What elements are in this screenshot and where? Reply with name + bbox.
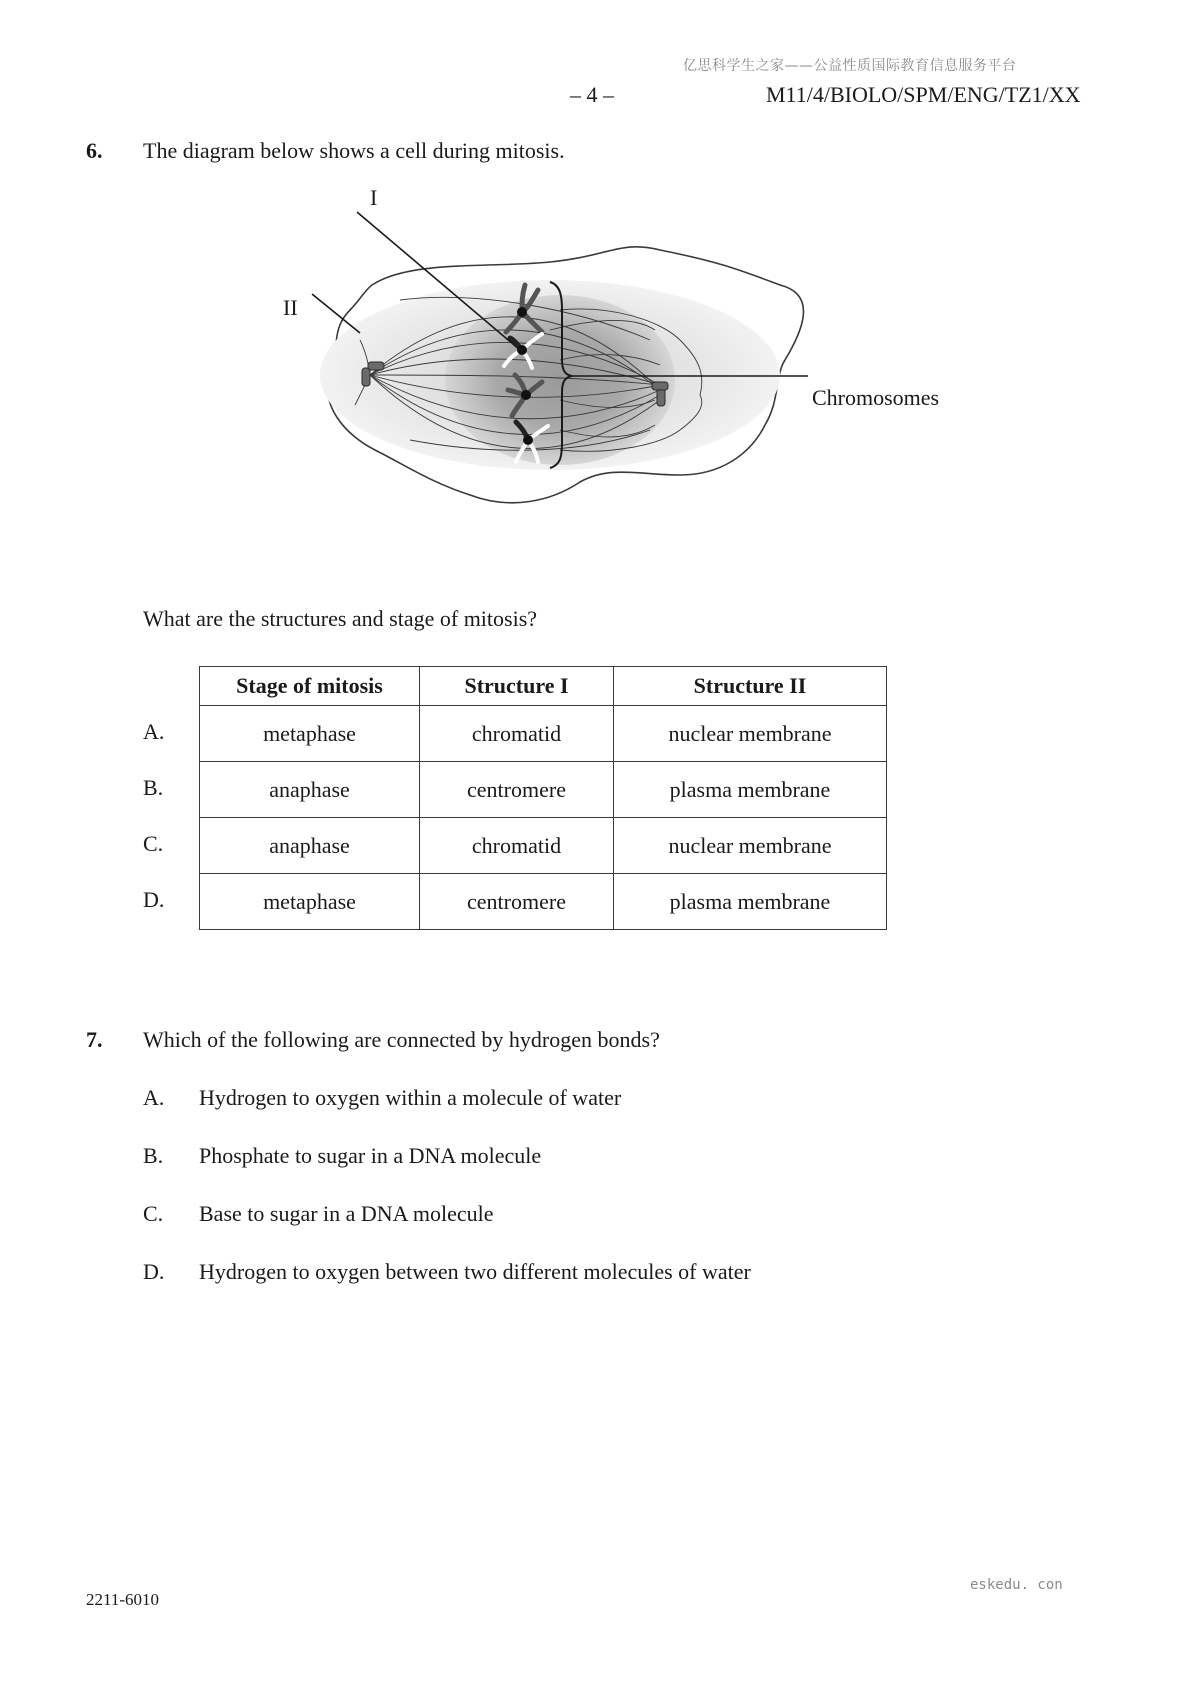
central-shading xyxy=(445,295,675,465)
table-cell: chromatid xyxy=(420,706,614,762)
table-cell: anaphase xyxy=(200,818,420,874)
table-cell: nuclear membrane xyxy=(614,818,887,874)
answer-table xyxy=(199,666,887,930)
footer-watermark: eskedu. con xyxy=(970,1577,1063,1593)
table-cell: plasma membrane xyxy=(614,762,887,818)
table-cell: plasma membrane xyxy=(614,874,887,930)
table-header-structure-ii: Structure II xyxy=(614,667,887,706)
mitosis-cell-illustration xyxy=(260,190,980,550)
table-row-letter-d: D. xyxy=(143,887,165,912)
question-6-number: 6. xyxy=(86,138,103,163)
footer-code: 2211-6010 xyxy=(86,1590,160,1609)
question-6-text: The diagram below shows a cell during mitosis. xyxy=(143,138,565,163)
table-row-letter-b: B. xyxy=(143,775,164,800)
label-ii: II xyxy=(283,295,298,320)
option-d-letter: D. xyxy=(143,1259,165,1284)
table-cell: centromere xyxy=(420,762,614,818)
table-row xyxy=(200,762,887,818)
table-row xyxy=(200,706,887,762)
page-number: – 4 – xyxy=(570,82,614,107)
table-row-letter-a: A. xyxy=(143,719,165,744)
option-a-letter: A. xyxy=(143,1085,165,1110)
table-header-structure-i: Structure I xyxy=(420,667,614,706)
label-chromosomes: Chromosomes xyxy=(812,385,940,410)
mitosis-diagram xyxy=(260,185,980,555)
table-cell: metaphase xyxy=(200,874,420,930)
question-7-text: Which of the following are connected by hydrogen bonds? xyxy=(143,1027,660,1052)
table-cell: nuclear membrane xyxy=(614,706,887,762)
table-cell: chromatid xyxy=(420,818,614,874)
table-row-letter-c: C. xyxy=(143,831,164,856)
table-cell: centromere xyxy=(420,874,614,930)
paper-code: M11/4/BIOLO/SPM/ENG/TZ1/XX xyxy=(766,82,1081,107)
table-row xyxy=(200,818,887,874)
option-b-letter: B. xyxy=(143,1143,164,1168)
option-d-text: Hydrogen to oxygen between two different molecules of water xyxy=(199,1259,751,1284)
option-b-text: Phosphate to sugar in a DNA molecule xyxy=(199,1143,542,1168)
table-row xyxy=(200,874,887,930)
label-i: I xyxy=(370,185,378,210)
table-header-row xyxy=(200,667,887,706)
option-a-text: Hydrogen to oxygen within a molecule of water xyxy=(199,1085,622,1110)
header-watermark: 亿思科学生之家——公益性质国际教育信息服务平台 xyxy=(683,58,1017,74)
table-header-stage: Stage of mitosis xyxy=(200,667,420,706)
table-cell: metaphase xyxy=(200,706,420,762)
table-cell: anaphase xyxy=(200,762,420,818)
question-7-number: 7. xyxy=(86,1027,103,1052)
question-6-prompt: What are the structures and stage of mitosis? xyxy=(143,606,538,631)
option-c-text: Base to sugar in a DNA molecule xyxy=(199,1201,494,1226)
option-c-letter: C. xyxy=(143,1201,164,1226)
